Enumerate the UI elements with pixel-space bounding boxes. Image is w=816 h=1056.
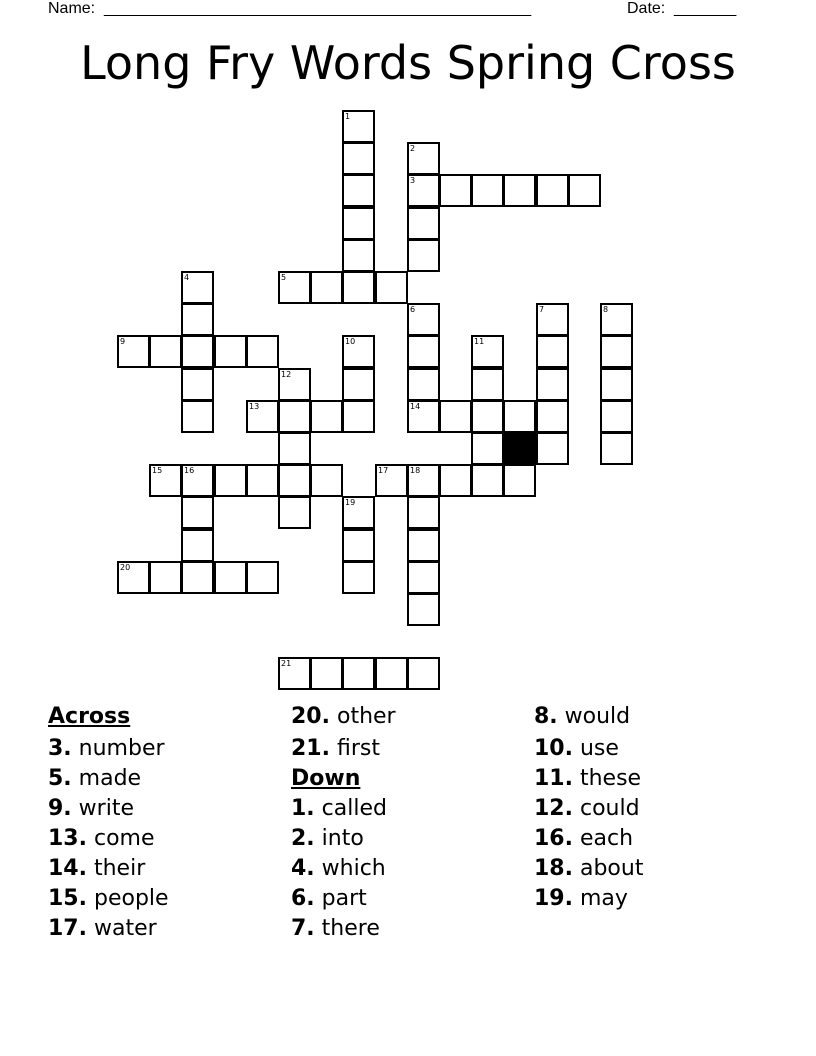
- clue-text: may: [572, 886, 628, 911]
- grid-cell[interactable]: [342, 335, 375, 368]
- grid-cell[interactable]: [407, 561, 440, 594]
- clue-number: 9: [120, 337, 126, 346]
- clue-number-label: 6.: [291, 886, 315, 911]
- clue-number: 6: [410, 305, 416, 314]
- grid-cell[interactable]: [342, 368, 375, 401]
- clue-item: [291, 702, 396, 732]
- clue-item: [48, 884, 169, 914]
- clue-number: 5: [281, 273, 287, 282]
- clue-text: into: [314, 826, 364, 851]
- grid-cell[interactable]: [407, 207, 440, 240]
- clue-number: 11: [474, 337, 485, 346]
- clue-number: 21: [281, 659, 292, 668]
- clue-number: 3: [410, 176, 416, 185]
- clue-column-1: [48, 702, 169, 944]
- clue-number-label: 3.: [48, 736, 72, 761]
- page-title: Long Fry Words Spring Cross: [80, 36, 736, 90]
- clue-item: [48, 854, 169, 884]
- grid-cell[interactable]: [407, 496, 440, 529]
- date-label: Date:: [627, 0, 666, 17]
- grid-cell[interactable]: [181, 303, 214, 336]
- clue-number: 8: [603, 305, 609, 314]
- grid-cell[interactable]: [503, 174, 536, 207]
- clue-number: 18: [410, 466, 421, 475]
- grid-cell[interactable]: [149, 335, 182, 368]
- clue-number-label: 21.: [291, 736, 330, 761]
- grid-cell[interactable]: [536, 400, 569, 433]
- grid-cell[interactable]: [342, 400, 375, 433]
- grid-cell[interactable]: [471, 174, 504, 207]
- clue-number: 7: [539, 305, 545, 314]
- grid-cell[interactable]: [471, 432, 504, 465]
- clue-item: [291, 734, 396, 764]
- clue-text: called: [314, 796, 387, 821]
- grid-cell[interactable]: [471, 400, 504, 433]
- clue-text: would: [557, 704, 631, 729]
- grid-cell[interactable]: [246, 400, 279, 433]
- clue-text: part: [314, 886, 367, 911]
- blocked-cell: [503, 432, 536, 465]
- clue-item: [534, 734, 643, 764]
- clue-text: come: [86, 826, 155, 851]
- grid-cell[interactable]: [439, 464, 472, 497]
- clue-number-label: 4.: [291, 856, 315, 881]
- grid-cell[interactable]: [310, 400, 343, 433]
- grid-cell[interactable]: [600, 303, 633, 336]
- clue-text: other: [329, 704, 396, 729]
- clue-number-label: 17.: [48, 916, 87, 941]
- clue-item: [291, 854, 396, 884]
- clue-number-label: 10.: [534, 736, 573, 761]
- clue-number-label: 7.: [291, 916, 315, 941]
- section-heading: Across: [48, 704, 131, 729]
- grid-cell[interactable]: [149, 561, 182, 594]
- clue-number: 14: [410, 402, 421, 411]
- grid-cell[interactable]: [181, 368, 214, 401]
- grid-cell[interactable]: [342, 110, 375, 143]
- grid-cell[interactable]: [439, 400, 472, 433]
- grid-cell[interactable]: [310, 657, 343, 690]
- clue-item: [534, 794, 643, 824]
- grid-cell[interactable]: [181, 400, 214, 433]
- clue-text: these: [572, 766, 642, 791]
- grid-cell[interactable]: [246, 335, 279, 368]
- grid-cell[interactable]: [407, 368, 440, 401]
- grid-cell[interactable]: [600, 400, 633, 433]
- grid-cell[interactable]: [214, 561, 247, 594]
- grid-cell[interactable]: [246, 561, 279, 594]
- grid-cell[interactable]: [568, 174, 601, 207]
- clue-item: [534, 884, 643, 914]
- grid-cell[interactable]: [471, 464, 504, 497]
- grid-cell[interactable]: [278, 657, 311, 690]
- clue-item: [534, 702, 643, 732]
- clue-text: each: [572, 826, 634, 851]
- grid-cell[interactable]: [278, 496, 311, 529]
- clue-number-label: 5.: [48, 766, 72, 791]
- grid-cell[interactable]: [407, 335, 440, 368]
- clue-number: 17: [378, 466, 389, 475]
- clue-text: water: [86, 916, 157, 941]
- clue-item: [291, 884, 396, 914]
- clue-text: number: [71, 736, 165, 761]
- grid-cell[interactable]: [214, 335, 247, 368]
- clue-number-label: 11.: [534, 766, 573, 791]
- clue-number-label: 18.: [534, 856, 573, 881]
- clue-number: 19: [345, 498, 356, 507]
- grid-cell[interactable]: [310, 271, 343, 304]
- grid-cell[interactable]: [536, 432, 569, 465]
- clue-item: [291, 794, 396, 824]
- grid-cell[interactable]: [117, 561, 150, 594]
- grid-cell[interactable]: [471, 335, 504, 368]
- clue-item: [48, 794, 169, 824]
- grid-cell[interactable]: [407, 303, 440, 336]
- grid-cell[interactable]: [407, 593, 440, 626]
- grid-cell[interactable]: [600, 368, 633, 401]
- clue-number-label: 8.: [534, 704, 558, 729]
- grid-cell[interactable]: [536, 174, 569, 207]
- grid-cell[interactable]: [503, 400, 536, 433]
- clue-text: there: [314, 916, 380, 941]
- grid-cell[interactable]: [181, 529, 214, 562]
- grid-cell[interactable]: [342, 142, 375, 175]
- grid-cell[interactable]: [181, 271, 214, 304]
- grid-cell[interactable]: [407, 529, 440, 562]
- clue-text: people: [86, 886, 169, 911]
- clue-text: could: [572, 796, 640, 821]
- clue-number-label: 20.: [291, 704, 330, 729]
- grid-cell[interactable]: [342, 271, 375, 304]
- clue-number: 15: [152, 466, 163, 475]
- grid-cell[interactable]: [375, 657, 408, 690]
- clue-text: first: [329, 736, 380, 761]
- grid-cell[interactable]: [278, 464, 311, 497]
- grid-cell[interactable]: [181, 464, 214, 497]
- grid-cell[interactable]: [536, 303, 569, 336]
- grid-cell[interactable]: [278, 271, 311, 304]
- clue-number: 2: [410, 144, 416, 153]
- grid-cell[interactable]: [375, 271, 408, 304]
- section-heading: Down: [291, 766, 361, 791]
- clue-item: [291, 914, 396, 944]
- clue-text: which: [314, 856, 386, 881]
- clue-number-label: 14.: [48, 856, 87, 881]
- clue-item: [291, 824, 396, 854]
- grid-cell[interactable]: [342, 496, 375, 529]
- grid-cell[interactable]: [342, 207, 375, 240]
- grid-cell[interactable]: [407, 174, 440, 207]
- clue-number: 20: [120, 563, 131, 572]
- clue-text: use: [572, 736, 619, 761]
- grid-cell[interactable]: [181, 561, 214, 594]
- clue-number: 13: [249, 402, 260, 411]
- grid-cell[interactable]: [407, 657, 440, 690]
- grid-cell[interactable]: [503, 464, 536, 497]
- clue-column-3: [534, 702, 643, 914]
- grid-cell[interactable]: [181, 496, 214, 529]
- grid-cell[interactable]: [278, 432, 311, 465]
- grid-cell[interactable]: [439, 174, 472, 207]
- clue-number-label: 12.: [534, 796, 573, 821]
- grid-cell[interactable]: [342, 529, 375, 562]
- clue-number-label: 13.: [48, 826, 87, 851]
- grid-cell[interactable]: [375, 464, 408, 497]
- clue-item: [48, 824, 169, 854]
- clue-number-label: 19.: [534, 886, 573, 911]
- name-label: Name:: [48, 0, 96, 17]
- clue-column-2: [291, 702, 396, 944]
- grid-cell[interactable]: [117, 335, 150, 368]
- grid-cell[interactable]: [407, 239, 440, 272]
- clue-number: 10: [345, 337, 356, 346]
- clue-item: [48, 734, 169, 764]
- clue-number-label: 2.: [291, 826, 315, 851]
- name-field-line[interactable]: ________________________________________________: [104, 0, 532, 17]
- grid-cell[interactable]: [246, 464, 279, 497]
- grid-cell[interactable]: [407, 142, 440, 175]
- grid-cell[interactable]: [310, 464, 343, 497]
- grid-cell[interactable]: [214, 464, 247, 497]
- clue-item: [534, 824, 643, 854]
- clue-text: made: [71, 766, 142, 791]
- clue-number: 1: [345, 112, 351, 121]
- grid-cell[interactable]: [600, 432, 633, 465]
- clue-text: their: [86, 856, 146, 881]
- clue-item: [48, 914, 169, 944]
- clue-number-label: 15.: [48, 886, 87, 911]
- clue-item: [534, 854, 643, 884]
- grid-cell[interactable]: [342, 657, 375, 690]
- grid-cell[interactable]: [536, 335, 569, 368]
- grid-cell[interactable]: [342, 239, 375, 272]
- grid-cell[interactable]: [278, 400, 311, 433]
- clue-number-label: 1.: [291, 796, 315, 821]
- clue-number: 12: [281, 370, 292, 379]
- clue-item: [48, 764, 169, 794]
- grid-cell[interactable]: [342, 174, 375, 207]
- clue-number-label: 16.: [534, 826, 573, 851]
- clue-number: 4: [184, 273, 190, 282]
- grid-cell[interactable]: [181, 335, 214, 368]
- grid-cell[interactable]: [278, 368, 311, 401]
- clue-number-label: 9.: [48, 796, 72, 821]
- grid-cell[interactable]: [407, 400, 440, 433]
- date-field-line[interactable]: _______: [674, 0, 737, 17]
- grid-cell[interactable]: [342, 561, 375, 594]
- grid-cell[interactable]: [536, 368, 569, 401]
- clue-item: [534, 764, 643, 794]
- grid-cell[interactable]: [407, 464, 440, 497]
- grid-cell[interactable]: [149, 464, 182, 497]
- grid-cell[interactable]: [600, 335, 633, 368]
- grid-cell[interactable]: [471, 368, 504, 401]
- clue-text: write: [71, 796, 134, 821]
- clue-text: about: [572, 856, 644, 881]
- clue-number: 16: [184, 466, 195, 475]
